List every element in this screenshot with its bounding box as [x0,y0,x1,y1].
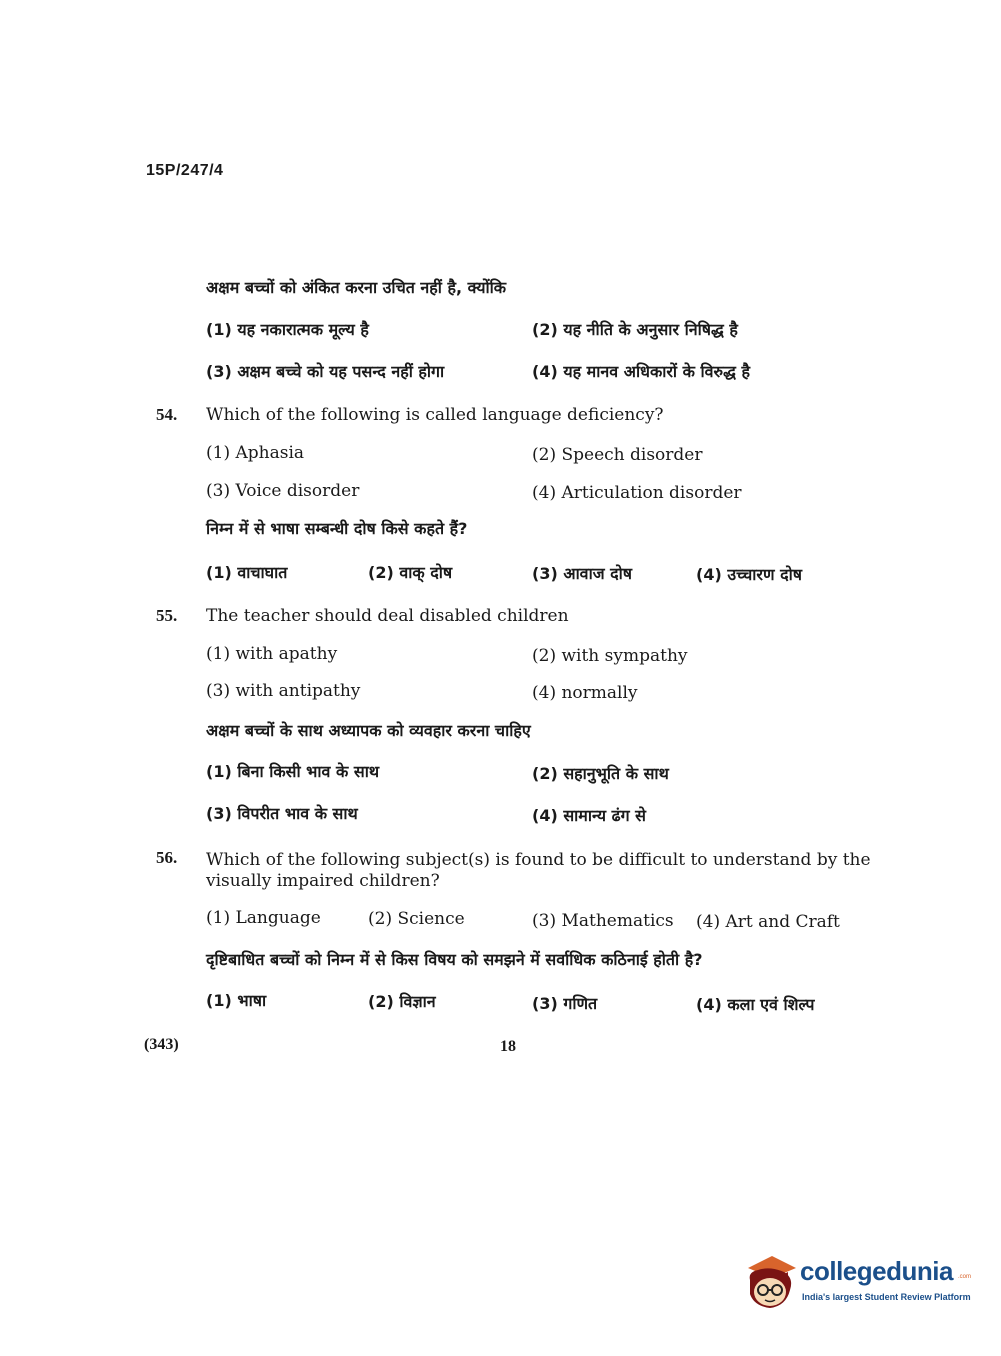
q55-option-4: (4) normally [532,683,638,703]
q55-hindi-option-1: (1) बिना किसी भाव के साथ [206,762,380,781]
q53-hindi-option-4: (4) यह मानव अधिकारों के विरुद्ध है [532,362,750,381]
q56-option-1: (1) Language [206,908,321,928]
q54-option-2: (2) Speech disorder [532,445,703,465]
q53-hindi-option-2: (2) यह नीति के अनुसार निषिद्ध है [532,320,738,339]
q55-option-2: (2) with sympathy [532,646,688,666]
q54-number: 54. [156,405,178,424]
q56-hindi-option-3: (3) गणित [532,994,598,1013]
q55-number: 55. [156,606,178,625]
logo-name: collegedunia [800,1256,953,1286]
q56-number: 56. [156,848,178,867]
q56-hindi-question: दृष्टिबाधित बच्चों को निम्न में से किस विषय को समझने में सर्वाधिक कठिनाई होती है? [206,950,703,969]
page-number: 18 [500,1038,516,1055]
q56-option-4: (4) Art and Craft [696,912,840,932]
q56-hindi-option-4: (4) कला एवं शिल्प [696,995,815,1014]
q54-hindi-option-4: (4) उच्चारण दोष [696,565,803,584]
q56-option-3: (3) Mathematics [532,911,674,931]
q55-option-3: (3) with antipathy [206,681,361,701]
q53-hindi-option-3: (3) अक्षम बच्चे को यह पसन्द नहीं होगा [206,362,445,381]
q55-hindi-option-2: (2) सहानुभूति के साथ [532,764,669,783]
collegedunia-logo [742,1250,972,1320]
q56-hindi-option-2: (2) विज्ञान [368,992,436,1011]
logo-tagline: India's largest Student Review Platform [802,1292,971,1302]
paper-code: 15P/247/4 [146,162,224,179]
q54-hindi-option-2: (2) वाक् दोष [368,563,453,582]
q54-option-3: (3) Voice disorder [206,481,360,501]
footer-code: (343) [144,1036,179,1053]
q56-hindi-option-1: (1) भाषा [206,991,267,1010]
q54-option-4: (4) Articulation disorder [532,483,742,503]
q55-hindi-question: अक्षम बच्चों के साथ अध्यापक को व्यवहार करना चाहिए [206,721,531,740]
student-mascot-icon [742,1250,798,1312]
q53-hindi-option-1: (1) यह नकारात्मक मूल्य है [206,320,369,339]
q55-question: The teacher should deal disabled children [206,606,569,626]
q55-option-1: (1) with apathy [206,644,338,664]
q54-question: Which of the following is called language deficiency? [206,405,664,425]
q54-hindi-option-1: (1) वाचाघात [206,563,288,582]
q54-hindi-question: निम्न में से भाषा सम्बन्धी दोष किसे कहते हैं? [206,519,468,538]
q55-hindi-option-3: (3) विपरीत भाव के साथ [206,804,358,823]
q56-option-2: (2) Science [368,909,465,929]
q55-hindi-option-4: (4) सामान्य ढंग से [532,806,646,825]
q54-option-1: (1) Aphasia [206,443,305,463]
q54-hindi-option-3: (3) आवाज दोष [532,564,633,583]
q56-question-line-2: visually impaired children? [206,871,440,891]
q53-hindi-question: अक्षम बच्चों को अंकित करना उचित नहीं है, क्योंकि [206,278,507,297]
q56-question-line-1: Which of the following subject(s) is found to be difficult to understand by the [206,850,871,870]
logo-domain: .com [958,1274,972,1280]
